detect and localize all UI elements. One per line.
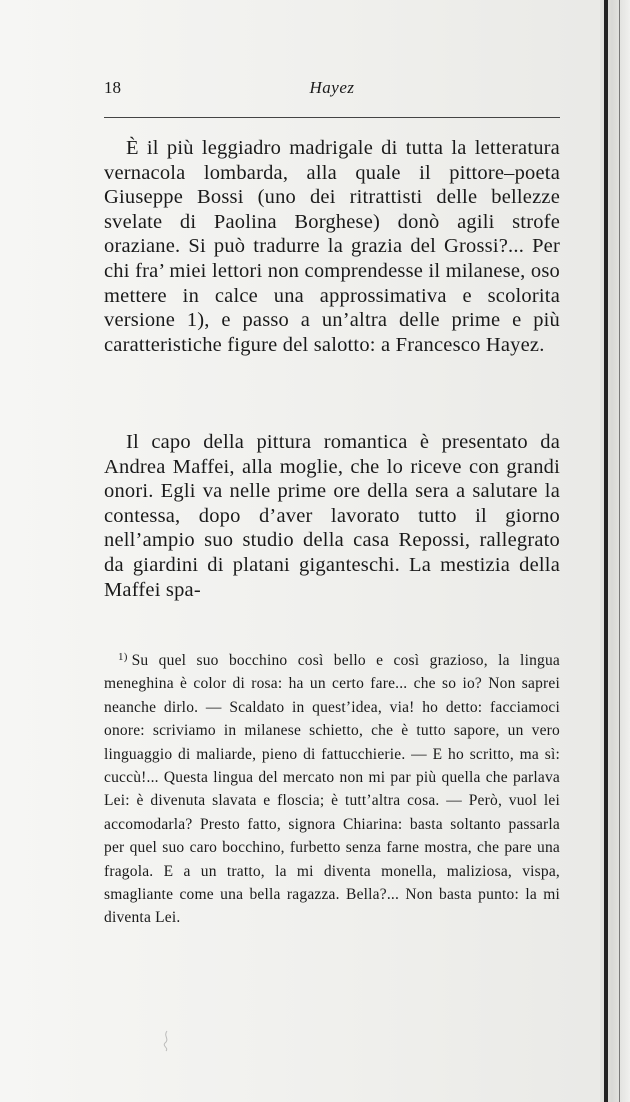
paragraph-1-text: È il più leggiadro madrigale di tutta la letteratura vernacola lombarda, alla quale il pittore–poeta Giuseppe Bossi (uno dei ritrattisti delle bellezze svelate di Paolina Borghese) donò agili strofe oraziane. Si può tradurre la grazia del Grossi?... Per chi fra’ miei lettori non comprendesse il milanese, oso mettere in calce una approssimativa e scolorita versione 1), e passo a un’altra delle prime e più caratteristiche figure del salotto: a Francesco Hayez. [104,137,560,356]
page-header [104,78,560,104]
footnote-text: Su quel suo bocchino così bello e così grazioso, la lingua meneghina è color di rosa: ha un certo fare... che so io? Non saprei neanche dirlo. — Scaldato in quest’idea, via! ho detto: facciamoci onore: scriviamo in milanese schietto, che è tutto sapore, un vero linguaggio di maliarde, pieno di fattucchierie. — E ho scritto, ma sì: cuccù!... Questa lingua del mercato non mi par più quella che parlava Lei: è divenuta slavata e floscia; è tutt’altra cosa. — Però, vuol lei accomodarla? Presto fatto, signora Chiarina: basta soltanto passarla per quel suo caro bocchino, furbetto senza farne mostra, che pare una fragola. E a un tratto, la mi diventa monella, maliziosa, vispa, smagliante come una bella ragazza. Bella?... Non basta punto: la mi diventa Lei. [104,652,560,927]
running-title: Hayez [309,78,355,97]
footnote-marker: 1) [118,651,128,663]
body-paragraph-2 [104,430,560,602]
gutter-edge-light [619,0,620,1102]
footnote-block [104,646,560,930]
body-paragraph-1 [104,136,560,357]
gutter-edge-dark [604,0,608,1102]
header-rule [104,117,560,118]
footnote-1 [104,646,560,930]
ink-smudge-icon [160,1030,174,1052]
book-gutter [600,0,630,1102]
page-number: 18 [104,78,121,97]
paragraph-2-text: Il capo della pittura romantica è presentato da Andrea Maffei, alla moglie, che lo riceve con grandi onori. Egli va nelle prime ore della sera a salutare la contessa, dopo d’aver lavorato tutto il giorno nell’ampio suo studio della casa Repossi, rallegrato da giardini di platani giganteschi. La mestizia della Maffei spa- [104,431,560,601]
